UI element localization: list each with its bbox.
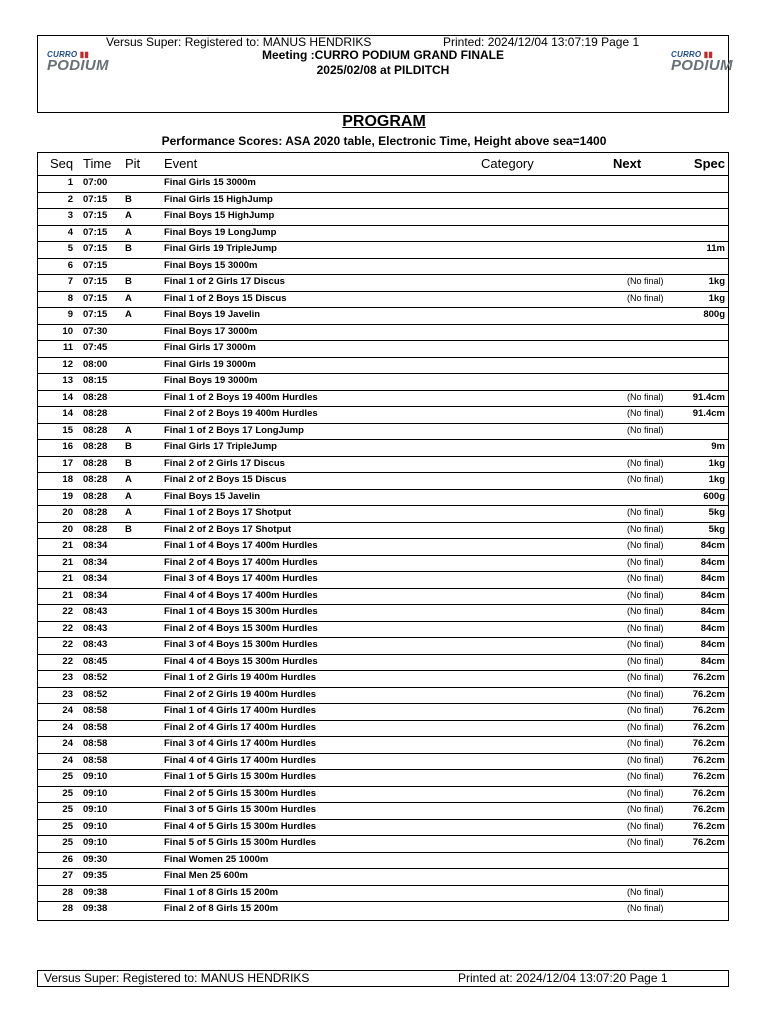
cell-time: 07:30 — [83, 325, 108, 337]
cell-time: 08:45 — [83, 655, 108, 667]
cell-event: Final Boys 15 Javelin — [164, 490, 261, 502]
logo-left: CURRO ▮▮ PODIUM — [47, 50, 109, 74]
cell-spec: 76.2cm — [692, 804, 725, 815]
cell-event: Final 1 of 2 Boys 15 Discus — [164, 292, 287, 304]
printed-stamp: Printed: 2024/12/04 13:07:19 Page 1 — [443, 35, 640, 49]
cell-time: 08:52 — [83, 672, 108, 683]
cell-time: 08:34 — [83, 556, 108, 568]
cell-event: Final Girls 19 TripleJump — [164, 243, 277, 254]
cell-seq: 26 — [62, 853, 73, 865]
table-row — [37, 291, 729, 308]
cell-next: (No final) — [627, 408, 664, 418]
table-row — [37, 324, 729, 341]
cell-spec: 76.2cm — [692, 672, 725, 683]
cell-pit: A — [125, 474, 132, 485]
cell-time: 07:15 — [83, 292, 108, 304]
cell-next: (No final) — [627, 672, 664, 682]
cell-event: Final 1 of 8 Girls 15 200m — [164, 886, 279, 898]
cell-seq: 22 — [62, 606, 73, 617]
cell-next: (No final) — [627, 606, 664, 616]
cell-spec: 84cm — [700, 589, 725, 601]
table-row — [37, 654, 729, 671]
cell-pit: A — [125, 226, 132, 238]
cell-pit: A — [125, 424, 132, 436]
cell-seq: 24 — [62, 738, 73, 749]
page-title: PROGRAM — [342, 113, 426, 130]
table-row — [37, 192, 729, 209]
cell-time: 09:10 — [83, 804, 108, 815]
cell-seq: 24 — [62, 754, 73, 766]
table-row — [37, 901, 729, 918]
cell-next: (No final) — [627, 771, 664, 781]
cell-seq: 7 — [67, 276, 73, 287]
cell-seq: 10 — [62, 325, 73, 337]
table-row — [37, 456, 729, 473]
cell-seq: 2 — [67, 193, 73, 205]
cell-time: 07:15 — [83, 243, 108, 254]
cell-event: Final Girls 19 3000m — [164, 358, 256, 370]
table-row — [37, 852, 729, 869]
table-row — [37, 373, 729, 390]
cell-spec: 76.2cm — [692, 738, 725, 749]
cell-seq: 11 — [62, 342, 73, 353]
logo-right: CURRO ▮▮ PODIUM — [671, 50, 733, 74]
table-row — [37, 604, 729, 621]
cell-seq: 21 — [62, 589, 73, 601]
cell-spec: 84cm — [700, 606, 725, 617]
cell-event: Final 1 of 4 Boys 17 400m Hurdles — [164, 540, 318, 551]
header-top-line — [106, 35, 640, 49]
cell-pit: B — [125, 276, 132, 287]
cell-seq: 21 — [62, 556, 73, 568]
cell-next: (No final) — [627, 507, 664, 517]
table-row — [37, 703, 729, 720]
table-row — [37, 208, 729, 225]
cell-time: 07:15 — [83, 259, 108, 271]
cell-next: (No final) — [627, 754, 664, 765]
cell-time: 08:34 — [83, 573, 108, 584]
cell-spec: 84cm — [700, 639, 725, 650]
table-row — [37, 175, 729, 192]
cell-time: 09:35 — [83, 870, 108, 881]
cell-spec: 76.2cm — [692, 721, 725, 733]
cell-next: (No final) — [627, 886, 664, 897]
logo-podium-text: PODIUM — [671, 57, 733, 74]
cell-next: (No final) — [627, 787, 664, 798]
cell-time: 08:28 — [83, 474, 108, 485]
table-row — [37, 687, 729, 704]
table-header — [37, 155, 729, 175]
cell-seq: 27 — [62, 870, 73, 881]
cell-next: (No final) — [627, 705, 664, 715]
cell-spec: 1kg — [708, 276, 725, 287]
col-seq: Seq — [50, 156, 74, 171]
cell-event: Final 5 of 5 Girls 15 300m Hurdles — [164, 837, 317, 848]
table-row — [37, 390, 729, 407]
cell-event: Final Girls 15 HighJump — [164, 193, 273, 205]
cell-event: Final Boys 19 LongJump — [164, 226, 277, 238]
table-row — [37, 472, 729, 489]
cell-event: Final 2 of 2 Girls 19 400m Hurdles — [164, 688, 317, 700]
cell-time: 08:58 — [83, 705, 108, 716]
cell-time: 07:45 — [83, 342, 108, 353]
cell-seq: 14 — [62, 391, 73, 403]
cell-seq: 23 — [62, 688, 73, 700]
table-row — [37, 538, 729, 555]
cell-time: 09:30 — [83, 853, 108, 865]
cell-event: Final 2 of 2 Girls 17 Discus — [164, 457, 285, 469]
cell-event: Final 3 of 4 Boys 17 400m Hurdles — [164, 573, 318, 584]
cell-next: (No final) — [627, 738, 664, 748]
cell-time: 08:58 — [83, 721, 108, 733]
cell-seq: 3 — [67, 210, 73, 221]
cell-seq: 28 — [62, 903, 73, 914]
table-row — [37, 819, 729, 836]
table-row — [37, 802, 729, 819]
cell-next: (No final) — [627, 721, 664, 732]
cell-time: 08:58 — [83, 754, 108, 766]
cell-event: Final 2 of 2 Boys 15 Discus — [164, 474, 287, 485]
cell-event: Final 3 of 5 Girls 15 300m Hurdles — [164, 804, 317, 815]
cell-event: Final 2 of 5 Girls 15 300m Hurdles — [164, 787, 317, 799]
cell-spec: 76.2cm — [692, 688, 725, 700]
cell-event: Final 1 of 2 Girls 19 400m Hurdles — [164, 672, 317, 683]
performance-note: Performance Scores: ASA 2020 table, Electronic Time, Height above sea=1400 — [161, 134, 607, 148]
cell-event: Final 1 of 4 Boys 15 300m Hurdles — [164, 606, 318, 617]
cell-event: Final 2 of 4 Boys 15 300m Hurdles — [164, 622, 318, 634]
cell-time: 07:00 — [83, 177, 108, 188]
cell-event: Final 1 of 2 Boys 17 Shotput — [164, 507, 292, 518]
cell-event: Final Boys 19 Javelin — [164, 309, 261, 320]
cell-time: 07:15 — [83, 226, 108, 238]
cell-seq: 25 — [62, 837, 73, 848]
cell-next: (No final) — [627, 474, 664, 484]
cell-pit: A — [125, 507, 132, 518]
col-time: Time — [83, 156, 112, 171]
cell-event: Final Boys 15 HighJump — [164, 210, 275, 221]
table-row — [37, 357, 729, 374]
cell-seq: 12 — [62, 358, 73, 370]
cell-seq: 21 — [62, 573, 73, 584]
footer-printed: Printed at: 2024/12/04 13:07:20 Page 1 — [458, 971, 668, 985]
logo-podium-text: PODIUM — [47, 57, 109, 74]
cell-event: Final 3 of 4 Boys 15 300m Hurdles — [164, 639, 318, 650]
cell-time: 09:38 — [83, 903, 108, 914]
cell-next: (No final) — [627, 556, 664, 567]
cell-next: (No final) — [627, 903, 664, 913]
table-row — [37, 736, 729, 753]
cell-time: 08:28 — [83, 408, 108, 419]
cell-spec: 1kg — [708, 474, 725, 485]
table-row — [37, 769, 729, 786]
cell-next: (No final) — [627, 804, 664, 814]
cell-time: 09:10 — [83, 787, 108, 799]
table-row — [37, 489, 729, 506]
cell-seq: 16 — [62, 441, 73, 452]
cell-spec: 76.2cm — [692, 820, 725, 832]
table-row — [37, 753, 729, 770]
cell-pit: B — [125, 523, 132, 535]
cell-seq: 13 — [62, 375, 73, 386]
table-row — [37, 307, 729, 324]
meeting-date-venue: 2025/02/08 at PILDITCH — [316, 63, 450, 77]
cell-spec: 11m — [706, 243, 725, 254]
table-row — [37, 225, 729, 242]
cell-spec: 1kg — [708, 292, 725, 304]
cell-pit: A — [125, 210, 132, 221]
table-row — [37, 670, 729, 687]
table-row — [37, 720, 729, 737]
cell-event: Final 2 of 2 Boys 17 Shotput — [164, 523, 292, 535]
cell-next: (No final) — [627, 292, 664, 303]
cell-time: 08:43 — [83, 606, 108, 617]
cell-pit: B — [125, 441, 132, 452]
cell-spec: 84cm — [700, 540, 725, 551]
cell-event: Final Men 25 600m — [164, 870, 248, 881]
table-row — [37, 868, 729, 885]
cell-pit: A — [125, 490, 132, 502]
cell-time: 07:15 — [83, 309, 108, 320]
cell-spec: 76.2cm — [692, 837, 725, 848]
meeting-name: Meeting :CURRO PODIUM GRAND FINALE — [262, 48, 504, 62]
cell-spec: 84cm — [700, 556, 725, 568]
cell-time: 08:28 — [83, 424, 108, 436]
logo-curro-text: CURRO — [47, 50, 78, 59]
cell-time: 08:34 — [83, 540, 108, 551]
table-row — [37, 555, 729, 572]
cell-seq: 23 — [62, 672, 73, 683]
cell-event: Final 2 of 8 Girls 15 200m — [164, 903, 279, 914]
cell-time: 07:15 — [83, 193, 108, 205]
cell-seq: 8 — [67, 292, 73, 304]
cell-seq: 14 — [62, 408, 73, 419]
cell-spec: 800g — [703, 309, 725, 320]
table-row — [37, 274, 729, 291]
table-row — [37, 637, 729, 654]
table-row — [37, 505, 729, 522]
cell-time: 08:15 — [83, 375, 108, 386]
cell-seq: 18 — [62, 474, 73, 485]
table-body — [37, 175, 729, 918]
cell-event: Final Boys 19 3000m — [164, 375, 258, 386]
cell-pit: A — [125, 309, 132, 320]
registered-to: Versus Super: Registered to: MANUS HENDRIKS — [106, 35, 372, 49]
table-row — [37, 786, 729, 803]
cell-next: (No final) — [627, 622, 664, 633]
table-row — [37, 621, 729, 638]
cell-seq: 25 — [62, 820, 73, 832]
cell-seq: 6 — [67, 259, 73, 271]
table-row — [37, 406, 729, 423]
cell-next: (No final) — [627, 589, 664, 600]
cell-time: 09:38 — [83, 886, 108, 898]
table-row — [37, 423, 729, 440]
cell-event: Final 4 of 4 Girls 17 400m Hurdles — [164, 754, 317, 766]
cell-seq: 19 — [62, 490, 73, 502]
col-next: Next — [613, 156, 642, 171]
cell-time: 08:58 — [83, 738, 108, 749]
table-row — [37, 835, 729, 852]
cell-time: 08:43 — [83, 639, 108, 650]
cell-next: (No final) — [627, 573, 664, 583]
cell-seq: 20 — [62, 507, 73, 518]
cell-seq: 1 — [67, 177, 73, 188]
cell-seq: 21 — [62, 540, 73, 551]
col-event: Event — [164, 156, 198, 171]
cell-next: (No final) — [627, 424, 664, 435]
cell-seq: 25 — [62, 787, 73, 799]
cell-spec: 84cm — [700, 573, 725, 584]
cell-spec: 84cm — [700, 655, 725, 667]
cell-event: Final Boys 17 3000m — [164, 325, 258, 337]
cell-spec: 76.2cm — [692, 754, 725, 766]
footer-registered: Versus Super: Registered to: MANUS HENDRIKS — [44, 971, 310, 985]
cell-seq: 22 — [62, 655, 73, 667]
cell-event: Final Boys 15 3000m — [164, 259, 258, 271]
cell-event: Final 3 of 4 Girls 17 400m Hurdles — [164, 738, 317, 749]
col-pit: Pit — [125, 156, 141, 171]
cell-next: (No final) — [627, 820, 664, 831]
cell-time: 09:10 — [83, 771, 108, 782]
cell-spec: 600g — [703, 490, 725, 502]
cell-event: Final 2 of 4 Boys 17 400m Hurdles — [164, 556, 318, 568]
cell-event: Final Girls 17 3000m — [164, 342, 256, 353]
cell-next: (No final) — [627, 837, 664, 847]
table-row — [37, 439, 729, 456]
table-row — [37, 571, 729, 588]
cell-seq: 20 — [62, 523, 73, 535]
cell-next: (No final) — [627, 540, 664, 550]
cell-seq: 5 — [67, 243, 73, 254]
cell-spec: 5kg — [708, 507, 725, 518]
cell-next: (No final) — [627, 639, 664, 649]
table-row — [37, 588, 729, 605]
table-row — [37, 522, 729, 539]
cell-next: (No final) — [627, 457, 664, 468]
cell-seq: 9 — [67, 309, 73, 320]
cell-spec: 76.2cm — [692, 787, 725, 799]
cell-event: Final 1 of 5 Girls 15 300m Hurdles — [164, 771, 317, 782]
cell-pit: B — [125, 457, 132, 469]
cell-time: 09:10 — [83, 837, 108, 848]
cell-event: Final 1 of 4 Girls 17 400m Hurdles — [164, 705, 317, 716]
cell-next: (No final) — [627, 276, 664, 286]
cell-seq: 22 — [62, 622, 73, 634]
cell-event: Final 1 of 2 Girls 17 Discus — [164, 276, 285, 287]
cell-spec: 1kg — [708, 457, 725, 469]
cell-pit: A — [125, 292, 132, 304]
cell-time: 08:28 — [83, 507, 108, 518]
cell-event: Final Girls 17 TripleJump — [164, 441, 277, 452]
cell-event: Final Women 25 1000m — [164, 853, 269, 865]
cell-spec: 9m — [711, 441, 725, 452]
cell-spec: 84cm — [700, 622, 725, 634]
cell-seq: 28 — [62, 886, 73, 898]
table-row — [37, 258, 729, 275]
cell-spec: 91.4cm — [692, 391, 725, 403]
cell-next: (No final) — [627, 688, 664, 699]
cell-spec: 76.2cm — [692, 771, 725, 782]
cell-seq: 25 — [62, 771, 73, 782]
cell-time: 07:15 — [83, 276, 108, 287]
cell-next: (No final) — [627, 655, 664, 666]
table-row — [37, 340, 729, 357]
cell-time: 08:28 — [83, 391, 108, 403]
cell-event: Final 2 of 2 Boys 19 400m Hurdles — [164, 408, 318, 419]
table-row — [37, 885, 729, 902]
cell-time: 07:15 — [83, 210, 108, 221]
footer — [37, 970, 729, 987]
table-row — [37, 241, 729, 258]
cell-time: 08:28 — [83, 457, 108, 469]
col-category: Category — [481, 156, 534, 171]
cell-event: Final 4 of 4 Boys 17 400m Hurdles — [164, 589, 318, 601]
cell-time: 08:28 — [83, 441, 108, 452]
cell-seq: 4 — [67, 226, 73, 238]
col-spec: Spec — [693, 156, 725, 171]
cell-time: 08:52 — [83, 688, 108, 700]
cell-time: 08:28 — [83, 490, 108, 502]
cell-pit: B — [125, 243, 132, 254]
cell-pit: B — [125, 193, 132, 205]
cell-next: (No final) — [627, 391, 664, 402]
cell-event: Final 4 of 5 Girls 15 300m Hurdles — [164, 820, 317, 832]
cell-spec: 91.4cm — [692, 408, 725, 419]
cell-seq: 24 — [62, 721, 73, 733]
cell-event: Final 2 of 4 Girls 17 400m Hurdles — [164, 721, 317, 733]
cell-spec: 5kg — [708, 523, 725, 535]
cell-time: 08:43 — [83, 622, 108, 634]
cell-seq: 24 — [62, 705, 73, 716]
cell-seq: 22 — [62, 639, 73, 650]
cell-seq: 17 — [62, 457, 73, 469]
cell-time: 08:28 — [83, 523, 108, 535]
cell-event: Final 4 of 4 Boys 15 300m Hurdles — [164, 655, 318, 667]
cell-seq: 25 — [62, 804, 73, 815]
cell-next: (No final) — [627, 523, 664, 534]
cell-spec: 76.2cm — [692, 705, 725, 716]
cell-event: Final 1 of 2 Boys 17 LongJump — [164, 424, 304, 436]
cell-time: 09:10 — [83, 820, 108, 832]
cell-time: 08:00 — [83, 358, 108, 370]
cell-event: Final 1 of 2 Boys 19 400m Hurdles — [164, 391, 318, 403]
cell-time: 08:34 — [83, 589, 108, 601]
cell-event: Final Girls 15 3000m — [164, 177, 256, 188]
logo-curro-text: CURRO — [671, 50, 702, 59]
cell-seq: 15 — [62, 424, 73, 436]
